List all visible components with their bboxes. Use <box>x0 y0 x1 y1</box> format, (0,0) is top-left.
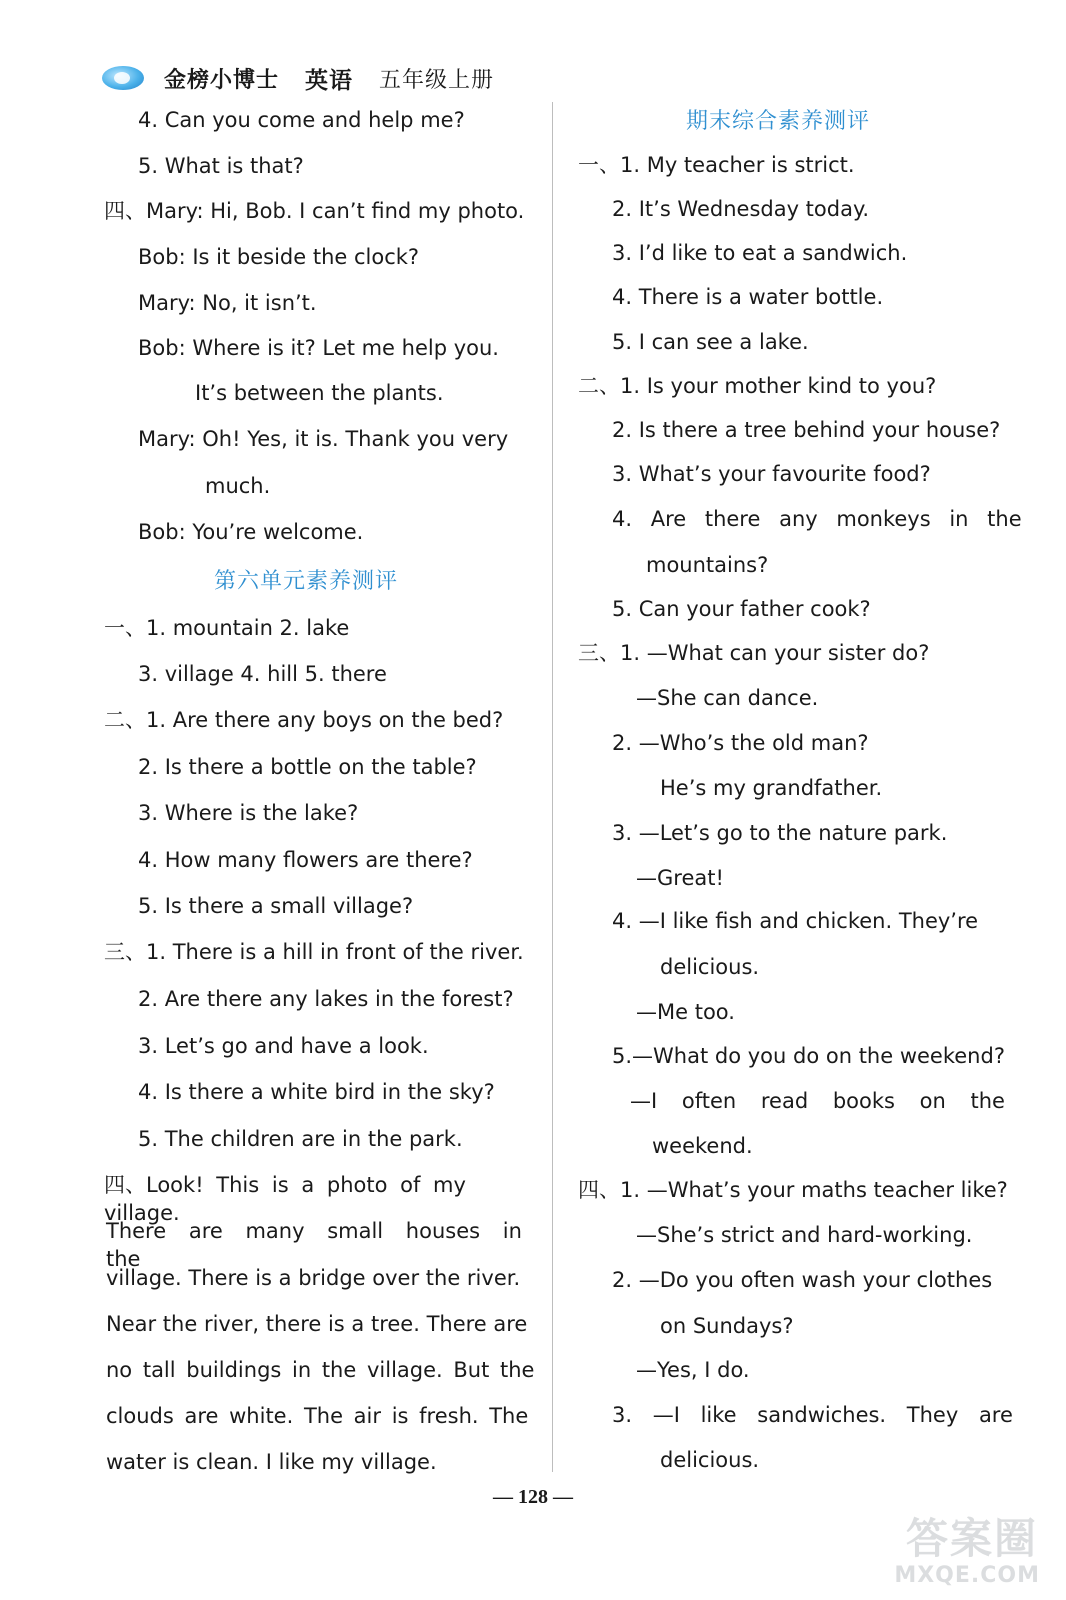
grade-label: 五年级上册 <box>379 67 495 93</box>
book-title: 金榜小博士 <box>164 67 280 93</box>
answer-line: 四、Mary: Hi, Bob. I can’t find my photo. <box>104 199 525 223</box>
answer-line: mountains? <box>646 553 769 577</box>
answer-line: 2. It’s Wednesday today. <box>612 197 870 221</box>
answer-line: Bob: Is it beside the clock? <box>138 245 420 269</box>
section-title: 第六单元素养测评 <box>214 569 399 594</box>
answer-line: 一、1. My teacher is strict. <box>578 153 855 177</box>
answer-line: 4. Can you come and help me? <box>138 108 465 132</box>
answer-line: 5. Is there a small village? <box>138 894 414 918</box>
answer-line: —Me too. <box>636 1000 735 1024</box>
answer-line: clouds are white. The air is fresh. The <box>106 1404 529 1428</box>
answer-line: 5. I can see a lake. <box>612 330 809 354</box>
answer-line: 5. The children are in the park. <box>138 1127 463 1151</box>
answer-line: 一、1. mountain 2. lake <box>104 616 350 640</box>
section-title: 期末综合素养测评 <box>686 109 871 134</box>
answer-line: 4. —I like fish and chicken. They’re <box>612 909 979 933</box>
answer-line: —She can dance. <box>636 686 819 710</box>
answer-line: 4. There is a water bottle. <box>612 285 884 309</box>
answer-line: Bob: Where is it? Let me help you. <box>138 336 499 360</box>
answer-line: Mary: Oh! Yes, it is. Thank you very <box>138 427 509 451</box>
answer-line: 3. Let’s go and have a look. <box>138 1034 429 1058</box>
answer-line: much. <box>205 474 271 498</box>
watermark-text: 答案圈 <box>905 1514 1038 1563</box>
answer-line: He’s my grandfather. <box>660 776 883 800</box>
answer-line: Mary: No, it isn’t. <box>138 291 317 315</box>
answer-line: 二、1. Is your mother kind to you? <box>578 374 937 398</box>
answer-line: delicious. <box>660 1448 760 1472</box>
answer-line: 4. How many flowers are there? <box>138 848 473 872</box>
answer-line: no tall buildings in the village. But the <box>106 1358 535 1382</box>
answer-line: 三、1. —What can your sister do? <box>578 641 930 665</box>
answer-line: weekend. <box>652 1134 753 1158</box>
answer-line: 3. I’d like to eat a sandwich. <box>612 241 908 265</box>
answer-line: on Sundays? <box>660 1314 794 1338</box>
answer-line: 2. Is there a bottle on the table? <box>138 755 477 779</box>
answer-line: Near the river, there is a tree. There are <box>106 1312 528 1336</box>
answer-line: 3. Where is the lake? <box>138 801 359 825</box>
answer-line: Bob: You’re welcome. <box>138 520 364 544</box>
answer-line: 四、1. —What’s your maths teacher like? <box>578 1178 1008 1202</box>
answer-line: 二、1. Are there any boys on the bed? <box>104 708 504 732</box>
answer-line: 四、Look! This is a photo of my village. <box>104 1173 466 1225</box>
answer-line: —I often read books on the <box>630 1089 1005 1113</box>
answer-line: There are many small houses in the <box>106 1219 522 1271</box>
page-header <box>100 58 520 98</box>
answer-line: water is clean. I like my village. <box>106 1450 437 1474</box>
answer-line: 2. Is there a tree behind your house? <box>612 418 1001 442</box>
subject-label: 英语 <box>305 67 354 94</box>
answer-line: 三、1. There is a hill in front of the river. <box>104 940 524 964</box>
answer-line: 2. —Who’s the old man? <box>612 731 869 755</box>
answer-line: —Yes, I do. <box>636 1358 750 1382</box>
answer-line: 5.—What do you do on the weekend? <box>612 1044 1005 1068</box>
answer-line: 2. Are there any lakes in the forest? <box>138 987 514 1011</box>
answer-line: delicious. <box>660 955 760 979</box>
book-logo-icon <box>100 63 148 93</box>
answer-line: 3. village 4. hill 5. there <box>138 662 387 686</box>
watermark <box>884 1502 1044 1592</box>
answer-line: —She’s strict and hard-working. <box>636 1223 973 1247</box>
answer-line: 5. What is that? <box>138 154 304 178</box>
answer-line: 2. —Do you often wash your clothes <box>612 1268 993 1292</box>
page-number: — 128 — <box>493 1486 573 1508</box>
answer-line: 3. —I like sandwiches. They are <box>612 1403 1013 1427</box>
answer-line: village. There is a bridge over the river. <box>106 1266 521 1290</box>
answer-line: 5. Can your father cook? <box>612 597 871 621</box>
column-divider <box>552 102 553 1472</box>
answer-line: It’s between the plants. <box>195 381 444 405</box>
answer-line: 4. Is there a white bird in the sky? <box>138 1080 495 1104</box>
answer-line: 4. Are there any monkeys in the <box>612 507 1022 531</box>
answer-line: 3. —Let’s go to the nature park. <box>612 821 948 845</box>
answer-line: 3. What’s your favourite food? <box>612 462 931 486</box>
watermark-url: MXQE.COM <box>894 1563 1040 1588</box>
answer-line: —Great! <box>636 866 724 890</box>
